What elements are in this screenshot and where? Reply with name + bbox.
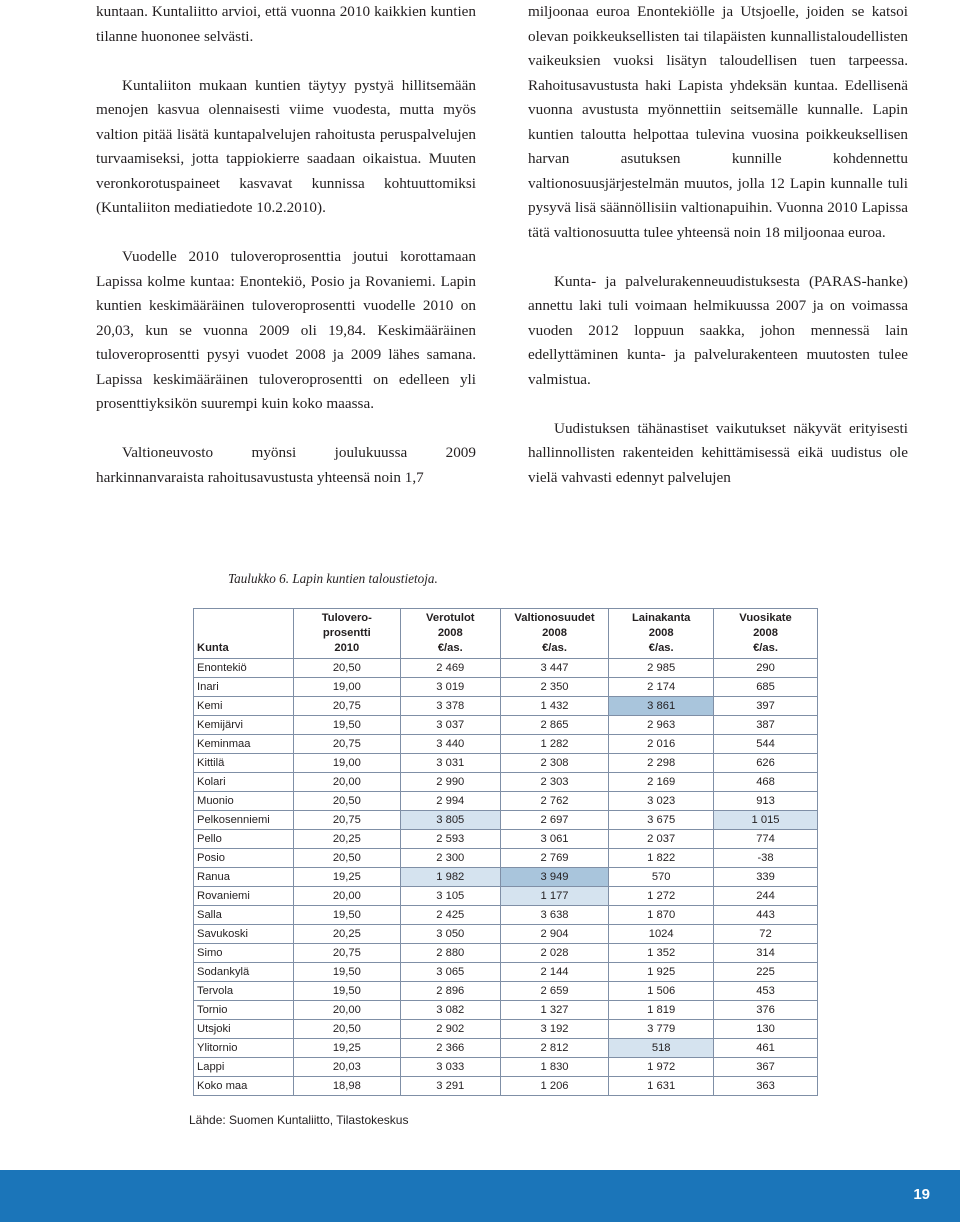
table-source: Lähde: Suomen Kuntaliitto, Tilastokeskus <box>189 1113 409 1127</box>
cell-value: 20,25 <box>293 925 400 944</box>
page-footer-bar <box>0 1170 960 1222</box>
cell-value: 2 963 <box>609 716 714 735</box>
cell-value: 685 <box>714 678 818 697</box>
cell-value: 2 366 <box>400 1039 500 1058</box>
cell-kunta: Inari <box>194 678 294 697</box>
header-tuloveroprosentti: Tulovero- prosentti 2010 <box>293 609 400 659</box>
table-row <box>194 849 818 868</box>
table-row <box>194 1077 818 1096</box>
cell-value: 2 994 <box>400 792 500 811</box>
cell-value: 570 <box>609 868 714 887</box>
cell-value: 2 300 <box>400 849 500 868</box>
cell-value: 1 822 <box>609 849 714 868</box>
cell-value: 3 037 <box>400 716 500 735</box>
cell-value: 3 447 <box>500 659 609 678</box>
cell-value: 626 <box>714 754 818 773</box>
cell-value: 3 033 <box>400 1058 500 1077</box>
cell-value: 397 <box>714 697 818 716</box>
header-verotulot: Verotulot 2008 €/as. <box>400 609 500 659</box>
cell-value: 2 350 <box>500 678 609 697</box>
cell-kunta: Koko maa <box>194 1077 294 1096</box>
cell-value: 2 902 <box>400 1020 500 1039</box>
cell-value: 2 880 <box>400 944 500 963</box>
cell-value: 3 192 <box>500 1020 609 1039</box>
cell-kunta: Posio <box>194 849 294 868</box>
paragraph: Kunta- ja palvelurakenneuudistuksesta (PARAS-hanke) annettu laki tuli voimaan helmikuussa 2007 ja on voimassa vuoden 2012 loppuun saakka, johon mennessä lain edellyttäminen kunta- ja palvelurakenteen muutosten tulee valmistua. <box>528 272 908 388</box>
page-number: 19 <box>913 1186 930 1203</box>
cell-value: 20,75 <box>293 944 400 963</box>
paragraph: Vuodelle 2010 tuloveroprosenttia joutui korottamaan Lapissa kolme kuntaa: Enontekiö, Posio ja Rovaniemi. Lapin kuntien keskimääräinen tuloveroprosentti vuodelle 2010 on 20,03, kun se vuonna 2009 oli 19,84. Keskimääräinen tuloveroprosentti pysyi vuodet 2008 ja 2009 lähes samana. Lapissa keskimääräinen tuloveroprosentti on edelleen yli prosenttiyksikön suurempi kuin koko maassa. <box>96 248 476 412</box>
cell-kunta: Kittilä <box>194 754 294 773</box>
cell-value: 72 <box>714 925 818 944</box>
paragraph: miljoonaa euroa Enontekiölle ja Utsjoelle, joiden se katsoi olevan poikkeuksellisten tai tilapäisten kunnallistaloudellisten vaikeuksien vuoksi lisätyn taloudellisen tuen tarpeessa. Rahoitusavustusta haki Lapista yhdeksän kuntaa. Edellisenä vuonna avustusta myönnettiin seitsemälle kunnalle. Lapin kuntien taloutta helpottaa tulevina vuosina poikkeuksellisen harvan asutuksen kunnille kohdennettu valtionosuusjärjestelmän muutos, jolla 12 Lapin kunnalle tuli pysyvä lisä säännöllisiin valtionapuihin. Vuonna 2010 Lapissa tätä valtionosuutta tulee yhteensä noin 18 miljoonaa euroa. <box>528 3 908 241</box>
table-row <box>194 1001 818 1020</box>
cell-kunta: Ranua <box>194 868 294 887</box>
cell-value: 2 169 <box>609 773 714 792</box>
cell-kunta: Kemi <box>194 697 294 716</box>
cell-kunta: Tervola <box>194 982 294 1001</box>
finance-table <box>193 608 818 1096</box>
header-kunta: Kunta <box>194 609 294 659</box>
cell-value: 376 <box>714 1001 818 1020</box>
cell-value: 3 050 <box>400 925 500 944</box>
cell-value: 2 985 <box>609 659 714 678</box>
table-row <box>194 754 818 773</box>
cell-value: 225 <box>714 963 818 982</box>
cell-value: 1 352 <box>609 944 714 963</box>
cell-value: 468 <box>714 773 818 792</box>
paragraph: Uudistuksen tähänastiset vaikutukset näkyvät erityisesti hallinnollisten rakenteiden kehittämisessä eikä uudistus ole vielä vahvasti edennyt palvelujen <box>528 419 908 486</box>
cell-kunta: Enontekiö <box>194 659 294 678</box>
cell-value: 913 <box>714 792 818 811</box>
table-row <box>194 792 818 811</box>
cell-value: 20,50 <box>293 849 400 868</box>
cell-kunta: Kolari <box>194 773 294 792</box>
table-row <box>194 830 818 849</box>
cell-value: 518 <box>609 1039 714 1058</box>
cell-value: 367 <box>714 1058 818 1077</box>
cell-value: 18,98 <box>293 1077 400 1096</box>
table-row <box>194 811 818 830</box>
cell-value: 1 830 <box>500 1058 609 1077</box>
cell-value: 544 <box>714 735 818 754</box>
table-row <box>194 868 818 887</box>
cell-kunta: Utsjoki <box>194 1020 294 1039</box>
cell-value: 774 <box>714 830 818 849</box>
cell-value: 1024 <box>609 925 714 944</box>
cell-value: 339 <box>714 868 818 887</box>
cell-value: 2 865 <box>500 716 609 735</box>
table-row <box>194 659 818 678</box>
cell-value: 20,00 <box>293 773 400 792</box>
cell-value: 3 023 <box>609 792 714 811</box>
cell-value: 2 593 <box>400 830 500 849</box>
cell-value: 1 631 <box>609 1077 714 1096</box>
cell-kunta: Savukoski <box>194 925 294 944</box>
cell-value: 3 105 <box>400 887 500 906</box>
cell-value: 3 779 <box>609 1020 714 1039</box>
cell-kunta: Keminmaa <box>194 735 294 754</box>
cell-value: 1 925 <box>609 963 714 982</box>
cell-value: 20,03 <box>293 1058 400 1077</box>
cell-value: 3 638 <box>500 906 609 925</box>
cell-kunta: Pello <box>194 830 294 849</box>
cell-value: 1 015 <box>714 811 818 830</box>
cell-value: 19,50 <box>293 982 400 1001</box>
cell-value: 19,50 <box>293 963 400 982</box>
cell-value: 3 031 <box>400 754 500 773</box>
cell-kunta: Tornio <box>194 1001 294 1020</box>
header-vuosikate: Vuosikate 2008 €/as. <box>714 609 818 659</box>
cell-kunta: Kemijärvi <box>194 716 294 735</box>
cell-value: 2 990 <box>400 773 500 792</box>
table-row <box>194 1039 818 1058</box>
cell-value: 2 896 <box>400 982 500 1001</box>
cell-value: 2 144 <box>500 963 609 982</box>
table-caption: Taulukko 6. Lapin kuntien taloustietoja. <box>228 571 438 586</box>
cell-value: 3 675 <box>609 811 714 830</box>
right-text-column <box>528 0 908 515</box>
paragraph: Valtioneuvosto myönsi joulukuussa 2009 harkinnanvaraista rahoitusavustusta yhteensä noin 1,7 <box>96 444 476 486</box>
cell-value: 3 805 <box>400 811 500 830</box>
table-header-row <box>194 609 818 659</box>
cell-kunta: Simo <box>194 944 294 963</box>
cell-value: 3 291 <box>400 1077 500 1096</box>
cell-kunta: Lappi <box>194 1058 294 1077</box>
header-lainakanta: Lainakanta 2008 €/as. <box>609 609 714 659</box>
cell-value: 20,00 <box>293 1001 400 1020</box>
cell-value: 20,50 <box>293 1020 400 1039</box>
cell-value: 453 <box>714 982 818 1001</box>
cell-kunta: Salla <box>194 906 294 925</box>
table-row <box>194 925 818 944</box>
cell-value: 2 697 <box>500 811 609 830</box>
cell-kunta: Rovaniemi <box>194 887 294 906</box>
cell-value: 3 378 <box>400 697 500 716</box>
cell-value: 1 982 <box>400 868 500 887</box>
table-row <box>194 963 818 982</box>
table-row <box>194 697 818 716</box>
cell-value: 2 298 <box>609 754 714 773</box>
table-body <box>194 659 818 1096</box>
cell-value: 2 174 <box>609 678 714 697</box>
cell-value: 2 659 <box>500 982 609 1001</box>
cell-value: 461 <box>714 1039 818 1058</box>
cell-value: 19,50 <box>293 906 400 925</box>
table-row <box>194 944 818 963</box>
cell-kunta: Muonio <box>194 792 294 811</box>
table-row <box>194 716 818 735</box>
cell-value: 387 <box>714 716 818 735</box>
cell-value: 20,50 <box>293 659 400 678</box>
cell-value: 443 <box>714 906 818 925</box>
table-row <box>194 1020 818 1039</box>
cell-value: 1 972 <box>609 1058 714 1077</box>
cell-value: 2 308 <box>500 754 609 773</box>
cell-value: 20,75 <box>293 811 400 830</box>
cell-value: 20,25 <box>293 830 400 849</box>
cell-kunta: Pelkosenniemi <box>194 811 294 830</box>
cell-value: 3 440 <box>400 735 500 754</box>
cell-value: 2 303 <box>500 773 609 792</box>
cell-value: 1 506 <box>609 982 714 1001</box>
cell-value: 1 272 <box>609 887 714 906</box>
cell-kunta: Ylitornio <box>194 1039 294 1058</box>
cell-value: 1 282 <box>500 735 609 754</box>
cell-value: 1 177 <box>500 887 609 906</box>
cell-kunta: Sodankylä <box>194 963 294 982</box>
cell-value: 19,50 <box>293 716 400 735</box>
cell-value: 2 762 <box>500 792 609 811</box>
cell-value: 19,25 <box>293 868 400 887</box>
cell-value: 2 469 <box>400 659 500 678</box>
cell-value: 363 <box>714 1077 818 1096</box>
cell-value: 290 <box>714 659 818 678</box>
cell-value: 3 861 <box>609 697 714 716</box>
paragraph: kuntaan. Kuntaliitto arvioi, että vuonna 2010 kaikkien kuntien tilanne huononee selvästi. <box>96 3 476 45</box>
table-row <box>194 678 818 697</box>
cell-value: 1 206 <box>500 1077 609 1096</box>
cell-value: 2 037 <box>609 830 714 849</box>
cell-value: -38 <box>714 849 818 868</box>
cell-value: 130 <box>714 1020 818 1039</box>
cell-value: 3 949 <box>500 868 609 887</box>
cell-value: 2 028 <box>500 944 609 963</box>
cell-value: 2 769 <box>500 849 609 868</box>
cell-value: 1 819 <box>609 1001 714 1020</box>
cell-value: 3 061 <box>500 830 609 849</box>
cell-value: 2 904 <box>500 925 609 944</box>
cell-value: 2 812 <box>500 1039 609 1058</box>
table-row <box>194 887 818 906</box>
cell-value: 19,00 <box>293 754 400 773</box>
table-row <box>194 982 818 1001</box>
table-row <box>194 773 818 792</box>
table-row <box>194 1058 818 1077</box>
cell-value: 2 425 <box>400 906 500 925</box>
header-valtionosuudet: Valtionosuudet 2008 €/as. <box>500 609 609 659</box>
cell-value: 20,00 <box>293 887 400 906</box>
cell-value: 3 019 <box>400 678 500 697</box>
left-text-column <box>96 0 476 515</box>
cell-value: 19,00 <box>293 678 400 697</box>
cell-value: 3 065 <box>400 963 500 982</box>
cell-value: 314 <box>714 944 818 963</box>
cell-value: 3 082 <box>400 1001 500 1020</box>
cell-value: 1 327 <box>500 1001 609 1020</box>
cell-value: 20,75 <box>293 697 400 716</box>
cell-value: 20,75 <box>293 735 400 754</box>
table-row <box>194 735 818 754</box>
cell-value: 2 016 <box>609 735 714 754</box>
cell-value: 1 870 <box>609 906 714 925</box>
cell-value: 1 432 <box>500 697 609 716</box>
paragraph: Kuntaliiton mukaan kuntien täytyy pystyä hillitsemään menojen kasvua olennaisesti viime vuodesta, mutta myös valtion pitää lisätä kuntapalvelujen rahoitusta peruspalvelujen turvaamiseksi, jotta tappiokierre saadaan oikaistua. Muuten veronkorotuspaineet kasvavat kunnissa kohtuuttomiksi (Kuntaliiton mediatiedote 10.2.2010). <box>96 76 476 216</box>
cell-value: 20,50 <box>293 792 400 811</box>
cell-value: 19,25 <box>293 1039 400 1058</box>
table-row <box>194 906 818 925</box>
cell-value: 244 <box>714 887 818 906</box>
